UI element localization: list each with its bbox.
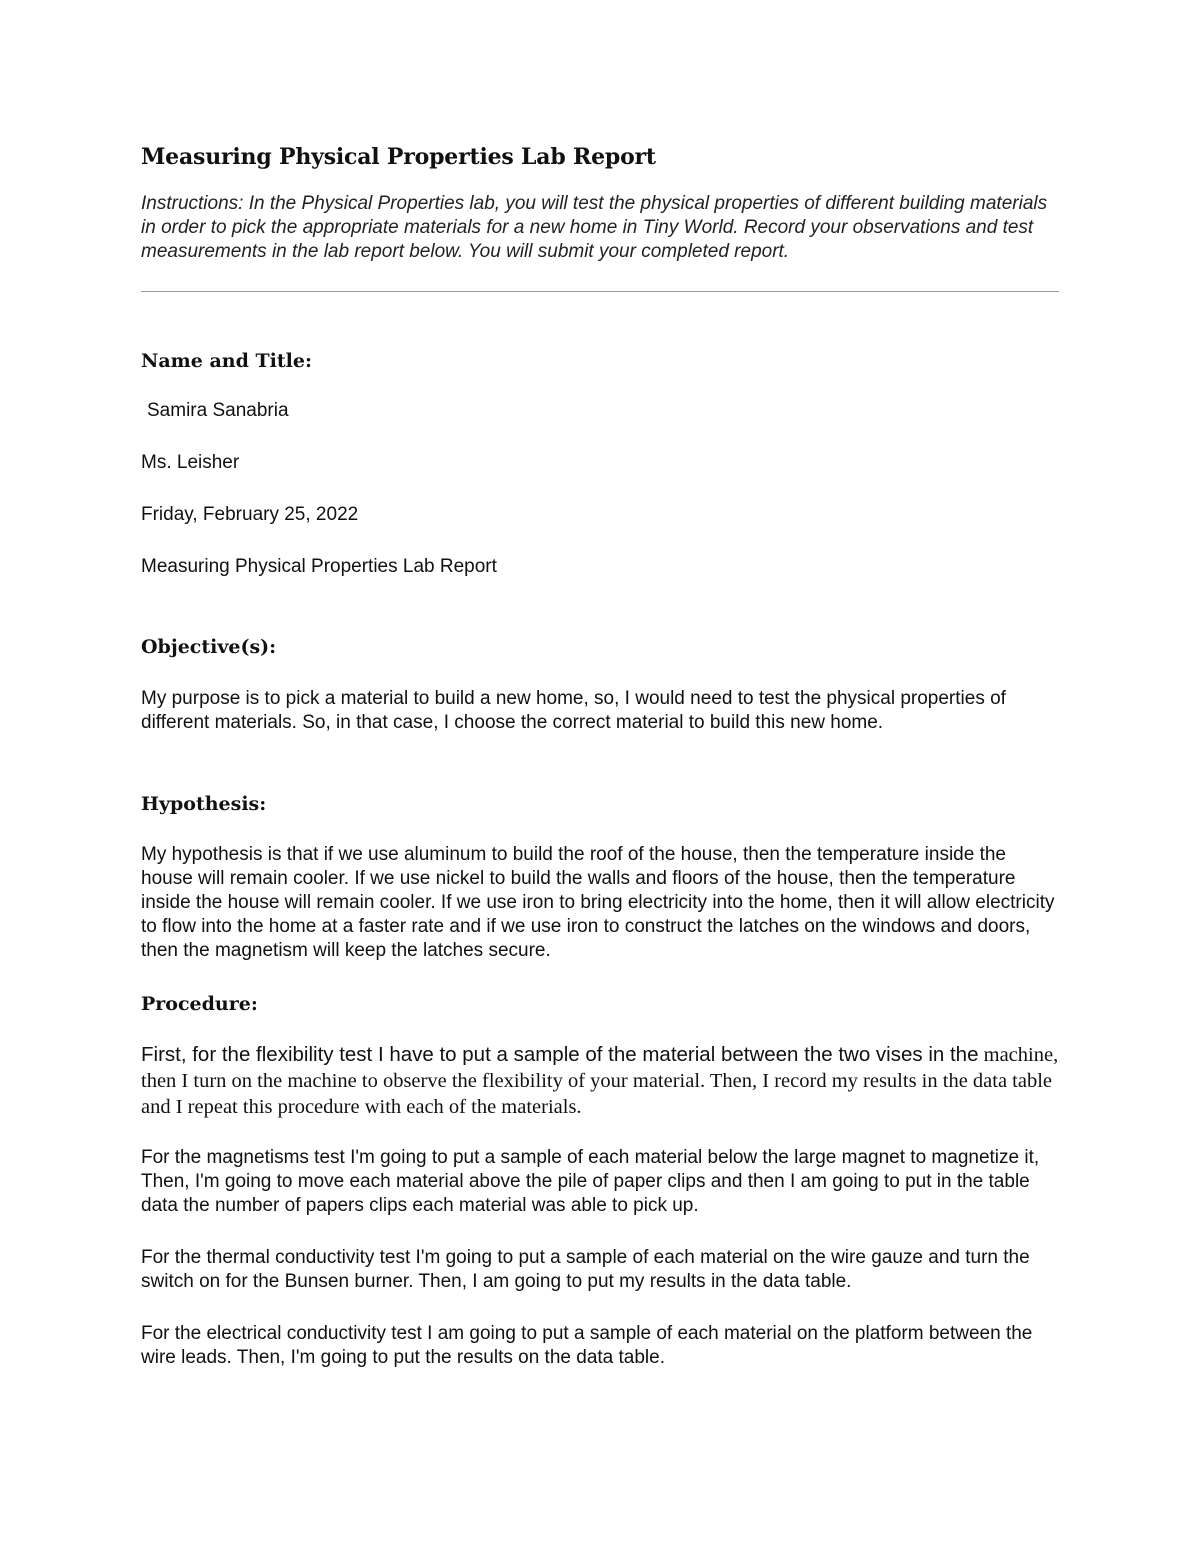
student-name: Samira Sanabria <box>147 400 289 421</box>
horizontal-divider <box>141 291 1059 292</box>
name-and-title-heading: Name and Title: <box>141 350 312 372</box>
procedure-heading: Procedure: <box>141 993 258 1015</box>
procedure-magnetism-paragraph: For the magnetisms test I'm going to put a sample of each material below the large magnet to magnetize it, Then, I'm going to move each material above the pile of paper clips and then I am going to put in the table data the number of papers clips each material was able to pick up. <box>141 1147 1040 1216</box>
objective-heading: Objective(s): <box>141 636 277 658</box>
teacher-name: Ms. Leisher <box>141 452 240 473</box>
procedure-flexibility-lead: First, for the flexibility test I have to put a sample of the material between the two vises in the <box>141 1043 979 1066</box>
procedure-thermal-paragraph: For the thermal conductivity test I'm going to put a sample of each material on the wire gauze and turn the switch on for the Bunsen burner. Then, I am going to put my results in the data table. <box>141 1247 1030 1292</box>
instructions-text: Instructions: In the Physical Properties lab, you will test the physical properties of different building materials in order to pick the appropriate materials for a new home in Tiny World. Record your observations and test measurements in the lab report below. You will submit your completed report. <box>141 193 1048 262</box>
objective-text: My purpose is to pick a material to build a new home, so, I would need to test the physical properties of different materials. So, in that case, I choose the correct material to build this new home. <box>141 688 1006 733</box>
document-page <box>141 140 1061 1370</box>
report-date: Friday, February 25, 2022 <box>141 504 359 525</box>
report-title-line: Measuring Physical Properties Lab Report <box>141 556 497 577</box>
hypothesis-text: My hypothesis is that if we use aluminum to build the roof of the house, then the temperature inside the house will remain cooler. If we use nickel to build the walls and floors of the house, then the temperature inside the house will remain cooler. If we use iron to bring electricity into the home, then it will allow electricity to flow into the home at a faster rate and if we use iron to construct the latches on the windows and doors, then the magnetism will keep the latches secure. <box>141 844 1055 961</box>
hypothesis-heading: Hypothesis: <box>141 793 267 815</box>
procedure-flexibility-paragraph <box>141 1042 1061 1120</box>
procedure-flexibility-rest: machine, then I turn on the machine to observe the flexibility of your material. Then, I record my results in the data table and I repeat this procedure with each of the materials. <box>141 1044 1059 1118</box>
procedure-electrical-paragraph: For the electrical conductivity test I am going to put a sample of each material on the platform between the wire leads. Then, I'm going to put the results on the data table. <box>141 1323 1033 1368</box>
document-title: Measuring Physical Properties Lab Report <box>141 144 656 170</box>
